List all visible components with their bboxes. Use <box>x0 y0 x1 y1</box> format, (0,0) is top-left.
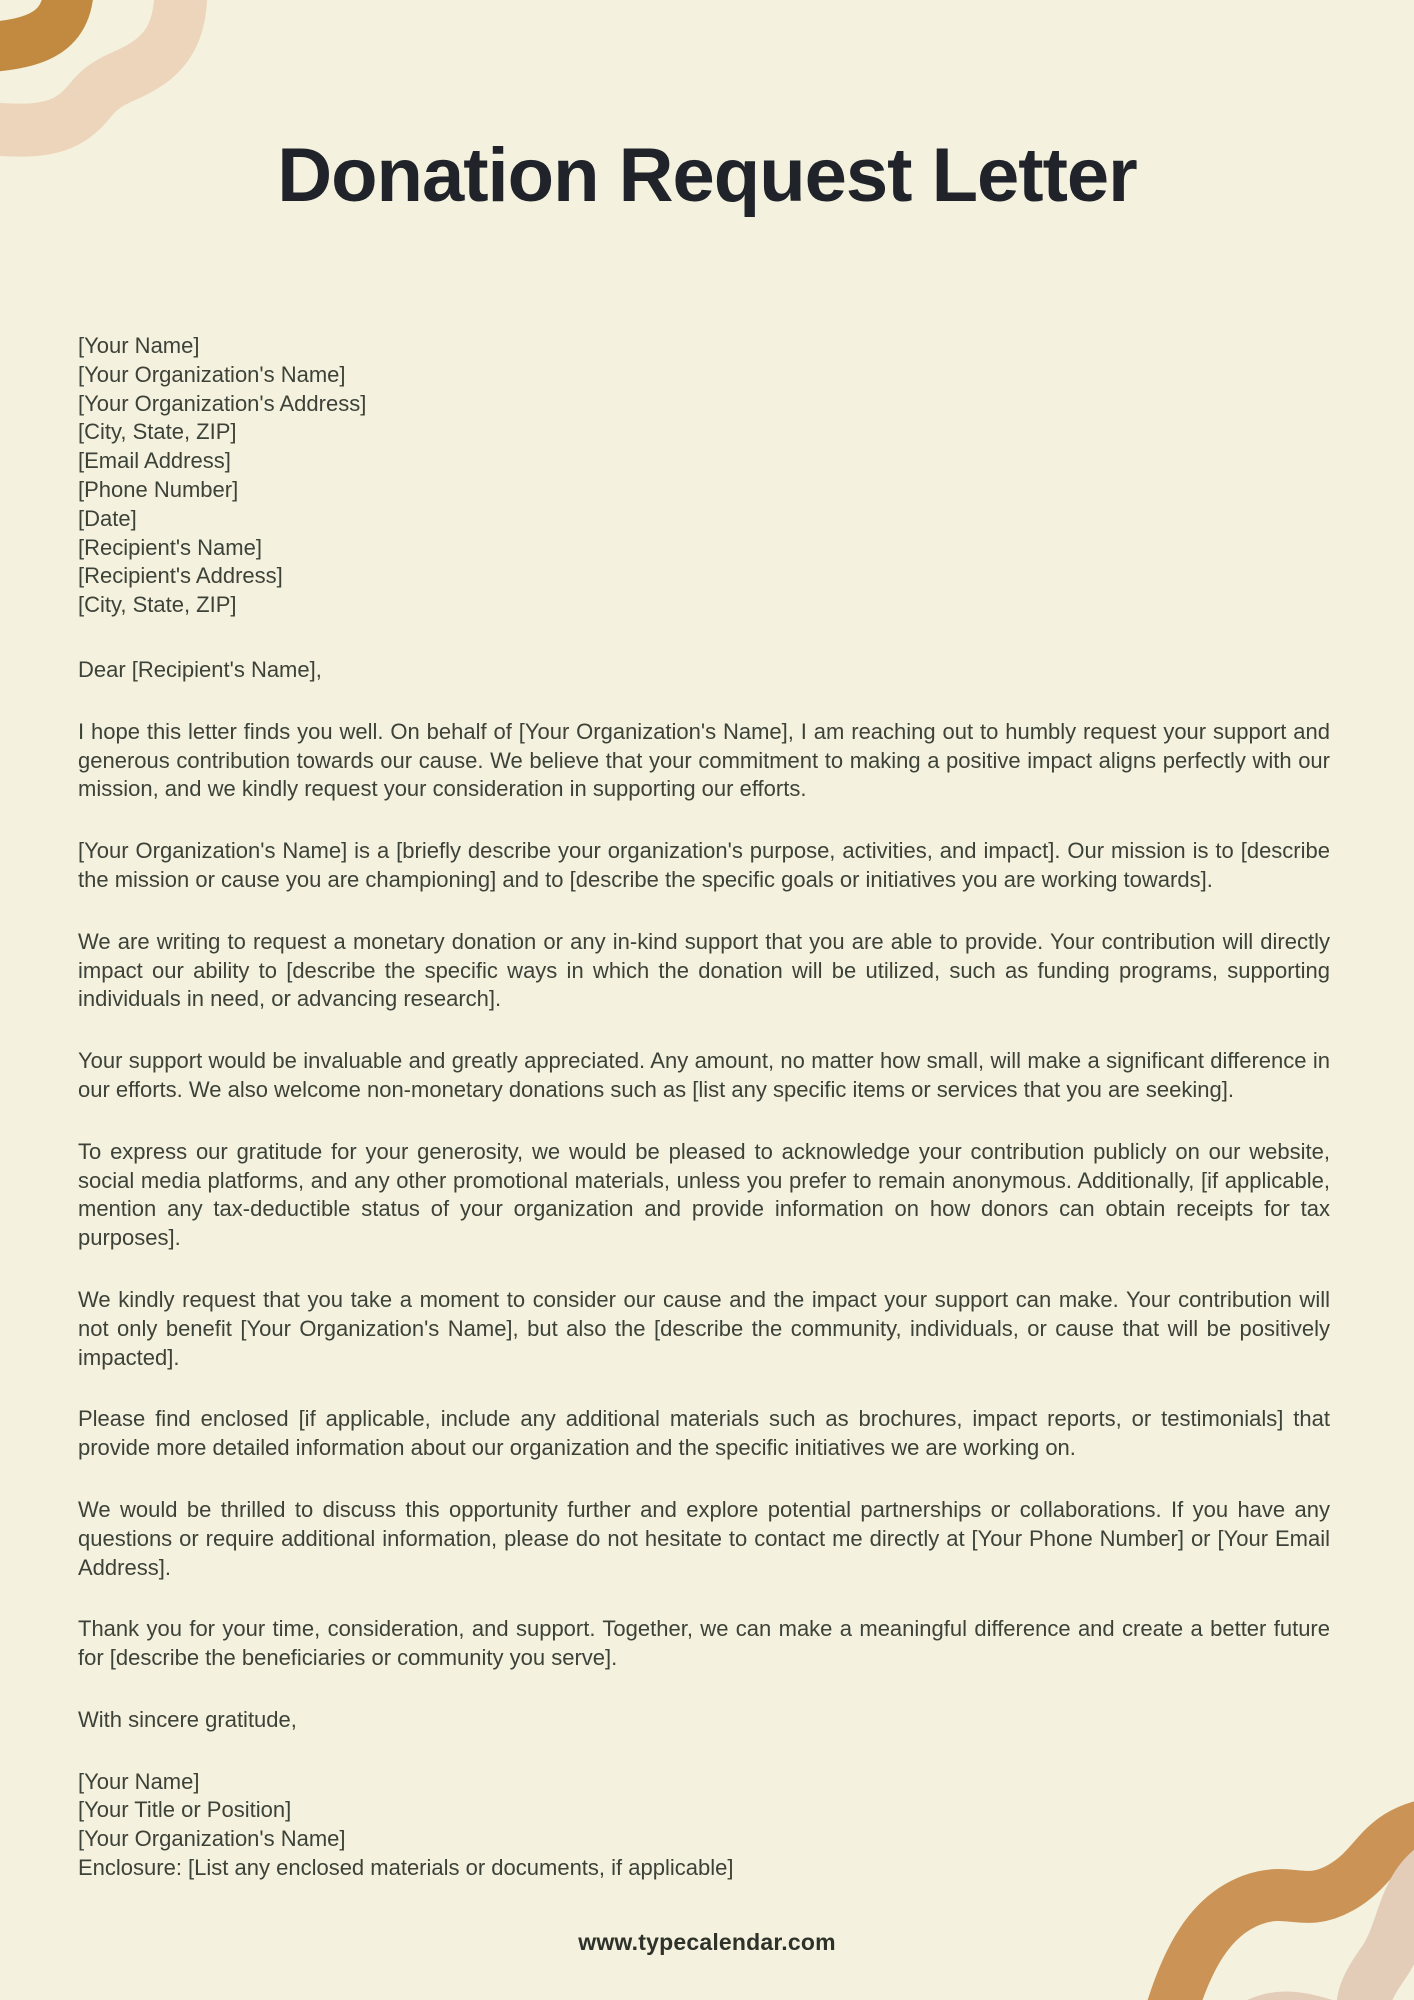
wave-caramel-top-icon <box>0 0 69 48</box>
address-block <box>78 332 1330 620</box>
address-line: [Your Organization's Address] <box>78 390 367 416</box>
letter-paragraph: Please find enclosed [if applicable, include any additional materials such as brochures, impact reports, or testimonials] that provide more detailed information about our organization and the specific initiatives we are working on. <box>78 1406 1330 1461</box>
letter-paragraph: Thank you for your time, consideration, and support. Together, we can make a meaningful difference and create a better future for [describe the beneficiaries or community you serve]. <box>78 1616 1330 1671</box>
letter-paragraph: To express our gratitude for your generosity, we would be pleased to acknowledge your contribution publicly on our website, social media platforms, and any other promotional materials, unless you prefer to remain anonymous. Additionally, [if applicable, mention any tax-deductible status of your organization and provide information on how donors can obtain receipts for tax purposes]. <box>78 1138 1330 1251</box>
address-line: [Email Address] <box>78 448 231 474</box>
salutation: Dear [Recipient's Name], <box>78 656 322 682</box>
address-line: [Your Organization's Name] <box>78 361 346 387</box>
signature-line: [Your Organization's Name] <box>78 1826 346 1852</box>
letter-paragraph: We kindly request that you take a moment to consider our cause and the impact your support can make. Your contribution will not only benefit [Your Organization's Name], but also the [describe the community, individuals, or cause that will be positively impacted]. <box>78 1286 1330 1370</box>
address-line: [City, State, ZIP] <box>78 592 237 618</box>
letter-body <box>78 332 1330 1883</box>
letter-paragraph: [Your Organization's Name] is a [briefly describe your organization's purpose, activities, and impact]. Our mission is to [describe the mission or cause you are championing] and to [describe the specific goals or initiatives you are working towards]. <box>78 838 1330 892</box>
address-line: [Date] <box>78 505 137 531</box>
signature-line: [Your Title or Position] <box>78 1797 292 1823</box>
page-title: Donation Request Letter <box>277 133 1137 218</box>
letter-paragraph: I hope this letter finds you well. On behalf of [Your Organization's Name], I am reaching out to humbly request your support and generous contribution towards our cause. We believe that your commitment to making a positive impact aligns perfectly with our mission, and we kindly request your consideration in supporting our efforts. <box>78 718 1330 802</box>
letter-paragraph: We are writing to request a monetary donation or any in-kind support that you are able to provide. Your contribution will directly impact our ability to [describe the specific ways in which the donation will be utilized, such as funding programs, supporting individuals in need, or advancing research]. <box>78 928 1330 1012</box>
signature-line: [Your Name] <box>78 1768 200 1794</box>
wave-peach-top-icon <box>0 0 181 130</box>
closing-line: With sincere gratitude, <box>78 1706 297 1732</box>
address-line: [Your Name] <box>78 333 200 358</box>
signature-line: Enclosure: [List any enclosed materials or documents, if applicable] <box>78 1855 734 1881</box>
address-line: [Recipient's Address] <box>78 563 283 589</box>
address-line: [Phone Number] <box>78 476 239 502</box>
signature-block <box>78 1768 1330 1883</box>
address-line: [City, State, ZIP] <box>78 419 237 445</box>
address-line: [Recipient's Name] <box>78 534 262 560</box>
letter-paragraph: Your support would be invaluable and greatly appreciated. Any amount, no matter how small, will make a significant difference in our efforts. We also welcome non-monetary donations such as [list any specific items or services that you are seeking]. <box>78 1048 1330 1102</box>
footer-url: www.typecalendar.com <box>578 1929 836 1955</box>
letter-paragraph: We would be thrilled to discuss this opportunity further and explore potential partnerships or collaborations. If you have any questions or require additional information, please do not hesitate to contact me directly at [Your Phone Number] or [Your Email Address]. <box>78 1496 1330 1580</box>
